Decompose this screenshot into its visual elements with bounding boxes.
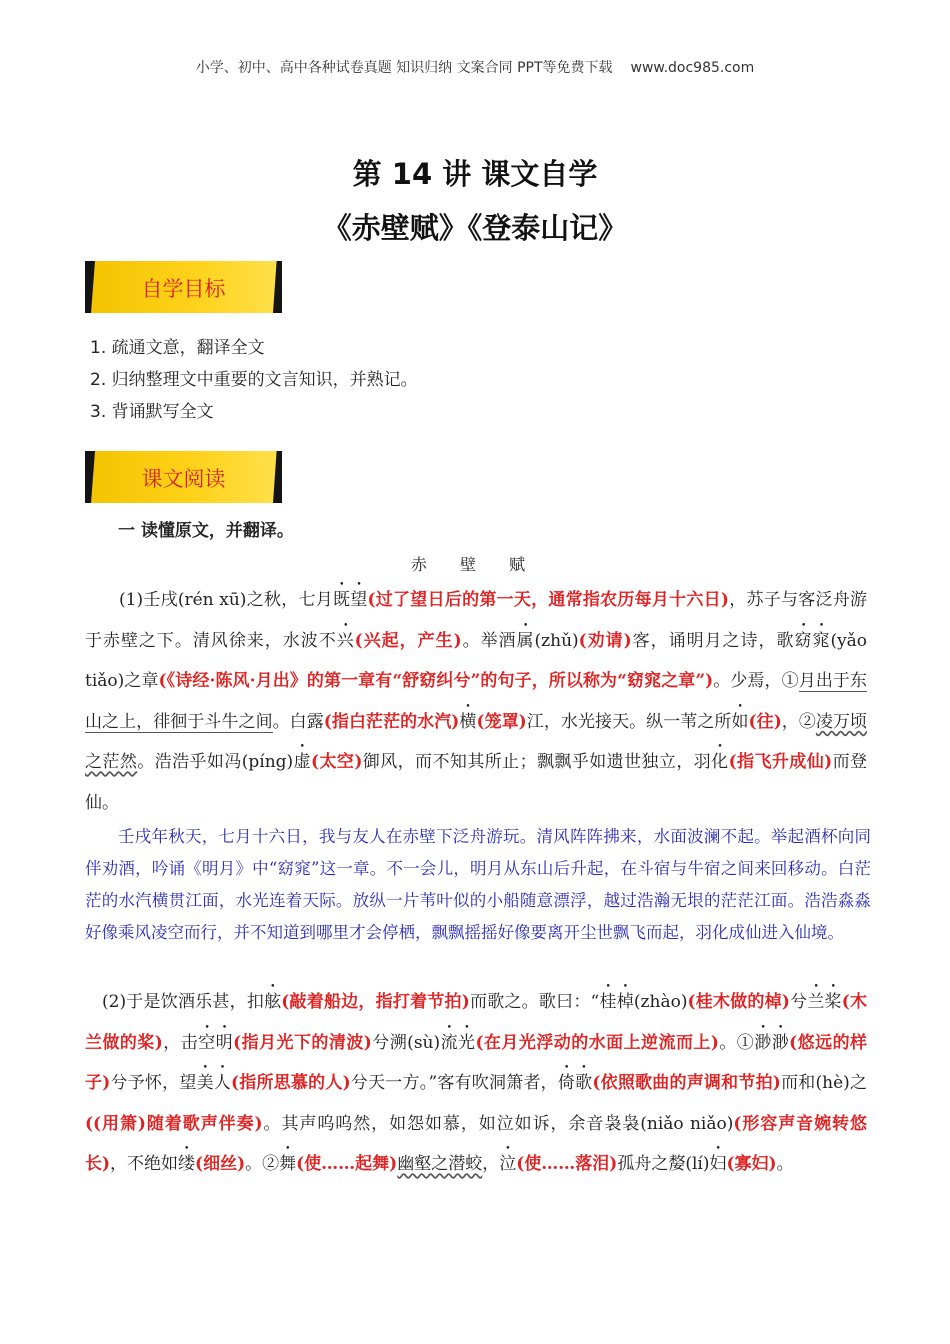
keyword: 如: [731, 711, 749, 732]
goals-list: [90, 332, 418, 428]
annotation: (依照歌曲的声调和节拍): [592, 1073, 781, 1093]
lesson-title: 第 14 讲 课文自学: [352, 157, 598, 191]
keyword: 流光: [440, 1032, 476, 1053]
goal-item: 3. 背诵默写全文: [90, 402, 214, 422]
wavy-sentence: 凌万顷之茫然: [85, 711, 868, 772]
keyword: 桂棹: [599, 992, 634, 1012]
keyword: 泣: [499, 1154, 517, 1174]
annotation: (《诗经·陈风·月出》的第一章有“舒窈纠兮”的句子，所以称为“窈窕之章”): [158, 671, 714, 691]
annotation: (兴起，产生): [354, 630, 462, 651]
header-text: 小学、初中、高中各种试卷真题 知识归纳 文案合同 PPT等免费下载: [195, 60, 613, 76]
annotation: (木兰做的桨): [85, 992, 868, 1053]
keyword: 横: [459, 711, 477, 732]
goal-item: 2. 归纳整理文中重要的文言知识，并熟记。: [90, 370, 418, 390]
annotation: (指飞升成仙): [728, 752, 833, 772]
keyword: 既望: [332, 590, 368, 610]
annotation: (太空): [311, 752, 363, 772]
annotation: (往): [748, 711, 782, 732]
poem-title: 赤 壁 赋: [410, 555, 540, 574]
keyword: 美人: [196, 1073, 232, 1093]
lesson-subtitle: 《赤壁赋》《登泰山记》: [322, 211, 628, 245]
annotation: (过了望日后的第一天，通常指农历每月十六日): [367, 590, 729, 610]
section-banner-label: 课文阅读: [141, 467, 226, 491]
reading-instruction: 一 读懂原文，并翻译。: [118, 521, 294, 541]
keyword: 兰桨: [807, 992, 842, 1012]
section-banner-goals: [85, 261, 282, 313]
keyword: 渺渺: [754, 1032, 790, 1053]
keyword: 窈窕: [794, 630, 831, 651]
annotation: (指白茫茫的水汽): [323, 711, 460, 732]
annotation: (指月光下的清波): [233, 1032, 372, 1053]
annotation: (使……落泪): [516, 1154, 618, 1174]
underlined-sentence: 月出于东山之上，徘徊于斗牛之间: [85, 671, 868, 732]
annotation: (使……起舞): [296, 1154, 398, 1174]
keyword: 缕: [178, 1154, 196, 1174]
section-banner-reading: [85, 451, 282, 503]
section-banner-label: 自学目标: [141, 277, 226, 301]
annotation: (寡妇): [726, 1154, 777, 1174]
keyword: 兴: [336, 630, 355, 651]
annotation: (敲着船边，指打着节拍): [281, 992, 470, 1012]
translation-1: 壬戌年秋天，七月十六日，我与友人在赤壁下泛舟游玩。清风阵阵拂来，水面波澜不起。举起酒杯向同伴劝酒，吟诵《明月》中“窈窕”这一章。不一会儿，明月从东山后升起，在斗宿与牛宿之间来回移动。白茫茫的水汽横贯江面，水光连着天际。放纵一片苇叶似的小船随意漂浮，越过浩瀚无垠的茫茫江面。浩浩淼淼好像乘风凌空而行，并不知道到哪里才会停栖，飘飘摇摇好像要离开尘世飘飞而起，羽化成仙进入仙境。: [85, 827, 871, 942]
keyword: 倚歌: [557, 1073, 593, 1093]
annotation: (笼罩): [476, 711, 527, 732]
keyword: 舞: [279, 1154, 297, 1174]
paragraph-1: (1)壬戌(rén xū)之秋，七月既望(过了望日后的第一天，通常指农历每月十六日)，苏子与客泛舟游于赤壁之下。清风徐来，水波不兴(兴起，产生)。举酒属(zhǔ)(劝请)客，诵明月之诗，歌窈窕(yǎo tiǎo)之章(《诗经·陈风·月出》的第一章有“舒窈纠兮”的句子，所以称为“窈窕之章”)。少焉，①月出于东山之上，徘徊于斗牛之间。白露(指白茫茫的水汽)横(笼罩)江，水光接天。纵一苇之所如(往)，②凌万顷之茫然。浩浩乎如冯(píng)虚(太空)御风，而不知其所止；飘飘乎如遗世独立，羽化(指飞升成仙)而登仙。: [85, 590, 868, 813]
wavy-sentence: 幽壑之潜蛟: [397, 1154, 483, 1174]
keyword: 化: [711, 752, 729, 772]
annotation: (桂木做的棹): [687, 992, 790, 1012]
annotation: (劝请): [578, 630, 632, 651]
keyword: 妇: [709, 1154, 727, 1174]
annotation: (悠远的样子): [85, 1032, 868, 1093]
keyword: 空明: [198, 1032, 234, 1053]
header-url[interactable]: www.doc985.com: [630, 60, 755, 76]
annotation: (形容声音婉转悠长): [85, 1113, 867, 1174]
page-header: [0, 57, 950, 77]
annotation: (指所思慕的人): [231, 1073, 351, 1093]
annotation: ((用箫)随着歌声伴奏): [85, 1113, 263, 1134]
keyword: 舷: [264, 992, 282, 1012]
keyword: 属: [516, 630, 535, 651]
paragraph-2: (2)于是饮酒乐甚，扣舷(敲着船边，指打着节拍)而歌之。歌曰：“桂棹(zhào)(桂木做的棹)兮兰桨(木兰做的桨)，击空明(指月光下的清波)兮溯(sù)流光(在月光浮动的水面上逆流而上)。①渺渺(悠远的样子)兮予怀，望美人(指所思慕的人)兮天一方。”客有吹洞箫者，倚歌(依照歌曲的声调和节拍)而和(hè)之((用箫)随着歌声伴奏)。其声呜呜然，如怨如慕，如泣如诉，余音袅袅(niǎo niǎo)(形容声音婉转悠长)，不绝如缕(细丝)。②舞(使……起舞)幽壑之潜蛟，泣(使……落泪)孤舟之嫠(lí)妇(寡妇)。: [85, 992, 868, 1174]
annotation: (细丝): [195, 1154, 246, 1174]
goal-item: 1. 疏通文意，翻译全文: [90, 338, 265, 358]
annotation: (在月光浮动的水面上逆流而上): [475, 1032, 719, 1053]
keyword: 虚: [293, 752, 312, 772]
